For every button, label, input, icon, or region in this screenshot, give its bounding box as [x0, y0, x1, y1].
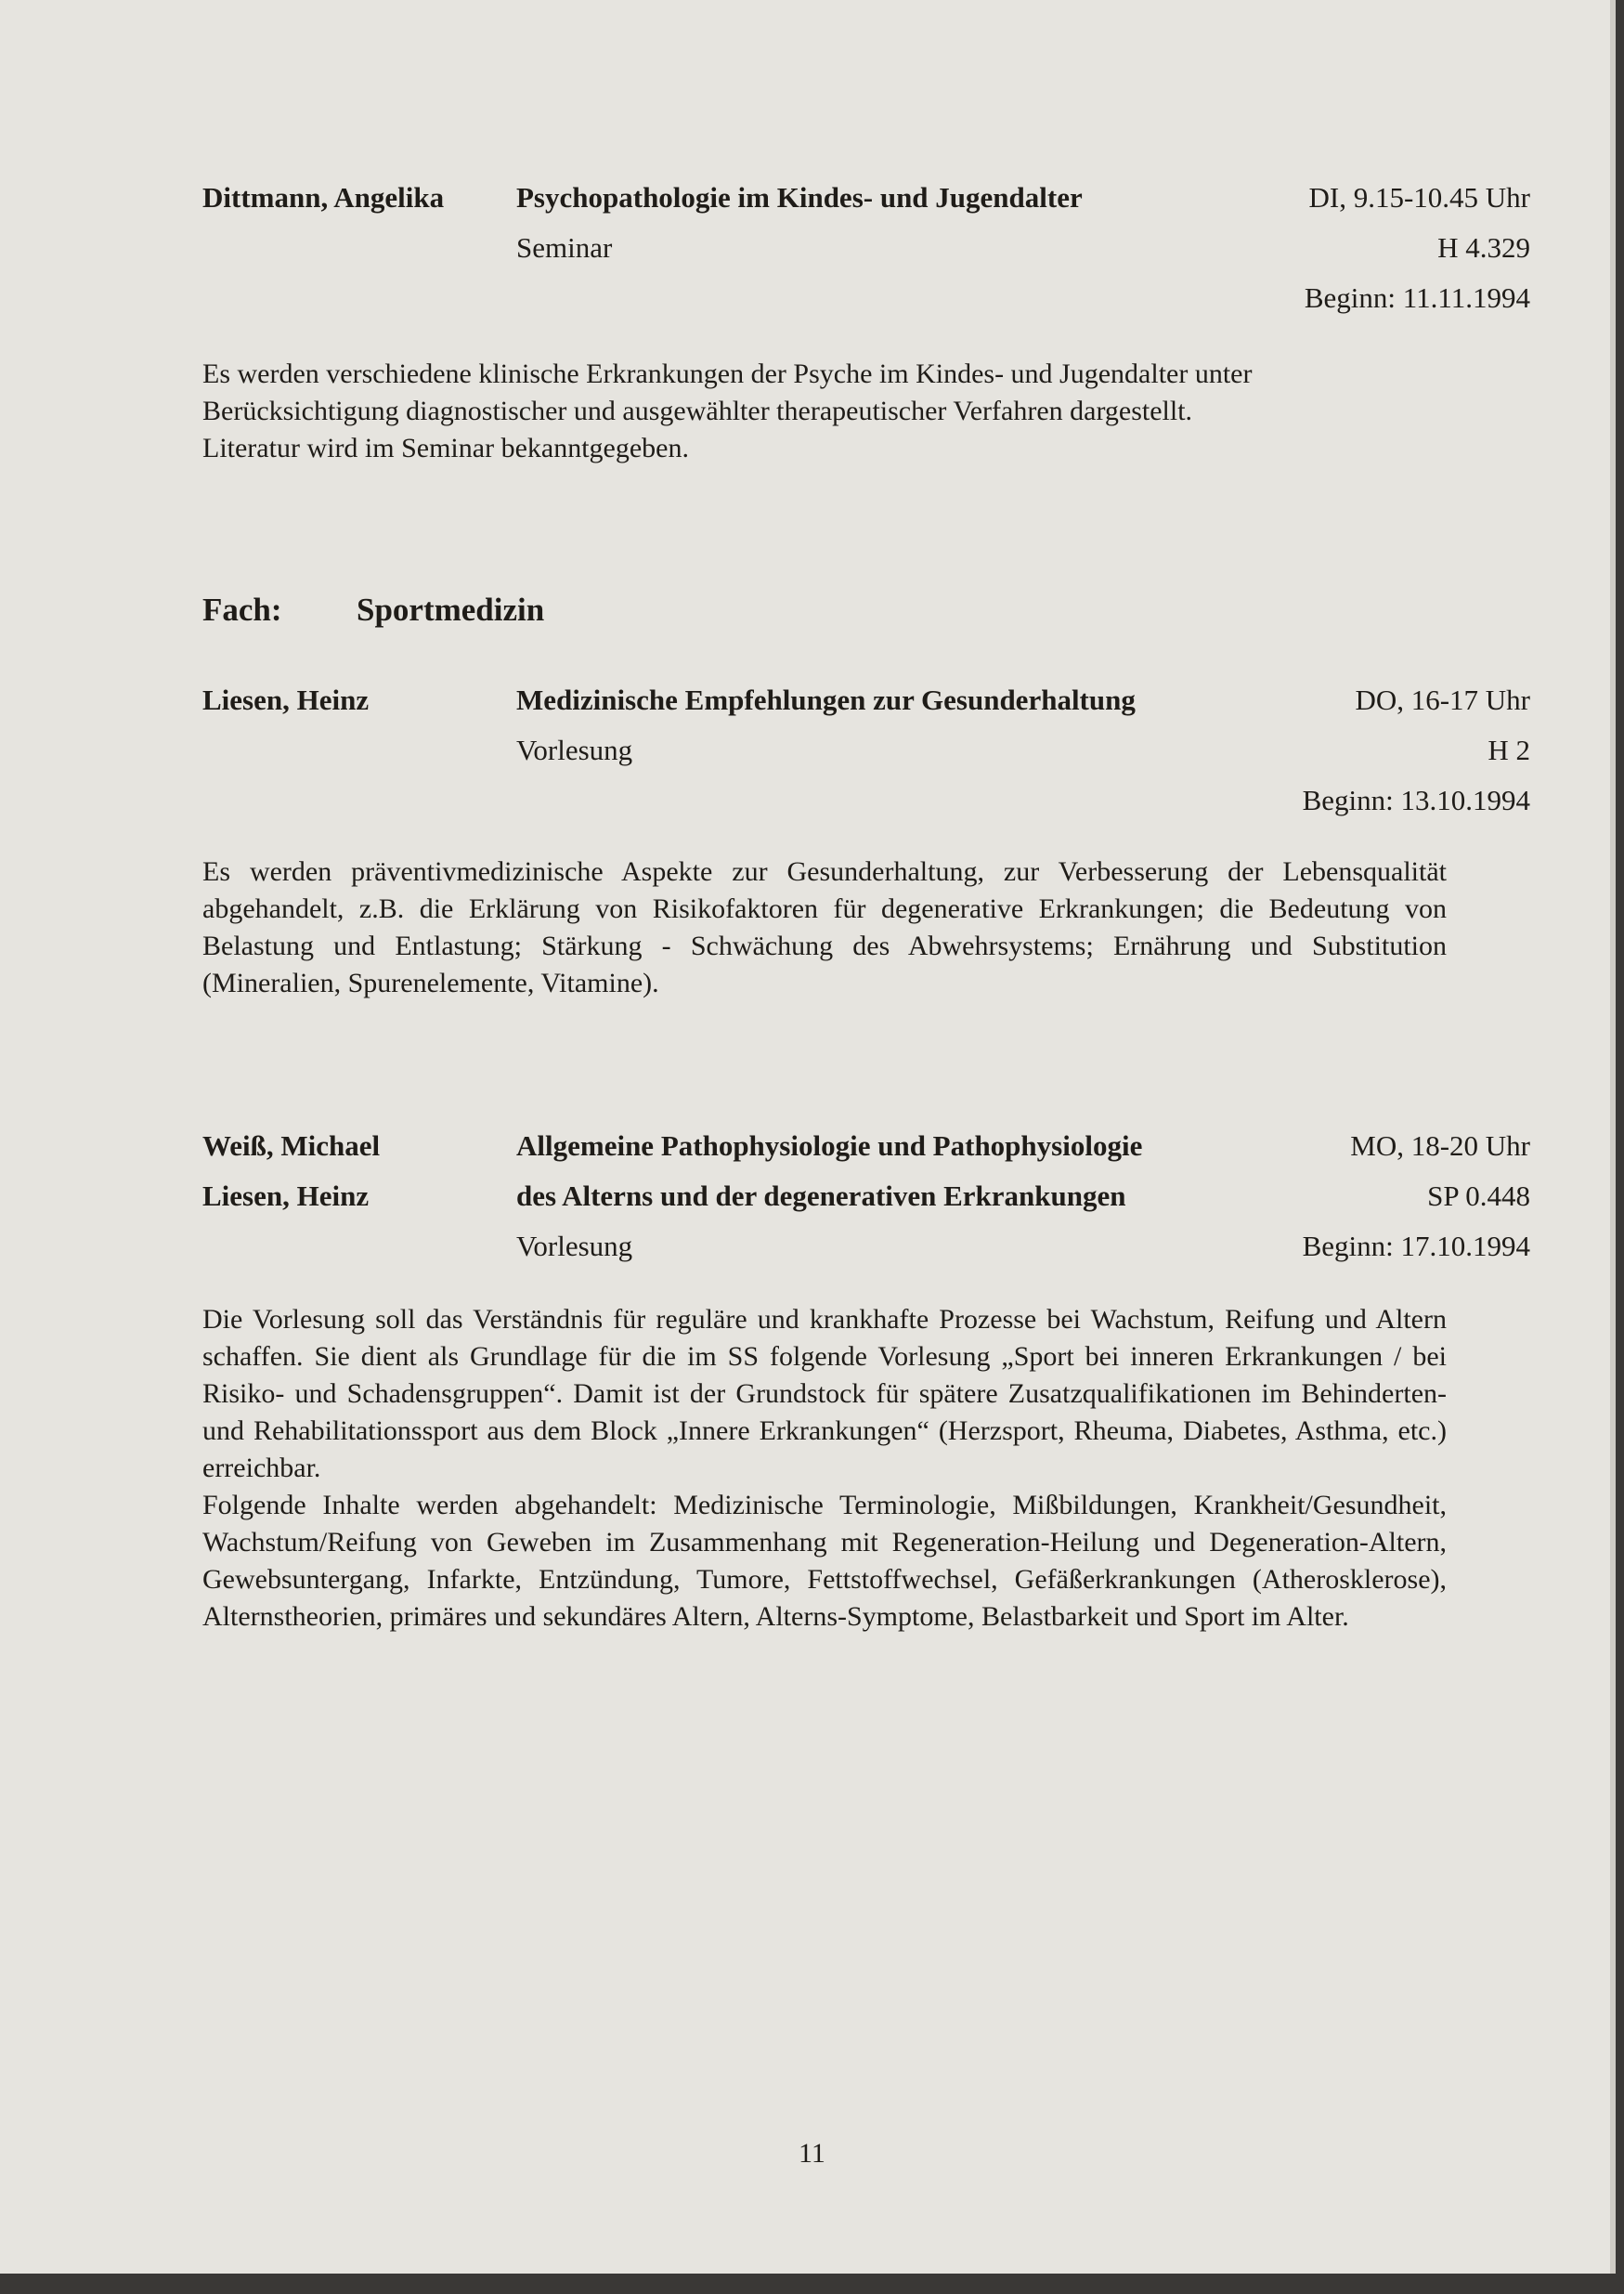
course-start-row [202, 776, 1530, 826]
course-entry-weiss [202, 1121, 1530, 1271]
course-type: Seminar [516, 231, 613, 264]
course-title-line-2: des Alterns und der degenerativen Erkrankungen [516, 1180, 1126, 1212]
lecturer-name-2: Liesen, Heinz [202, 1180, 370, 1212]
course-start-row [202, 273, 1530, 323]
course-time: DI, 9.15-10.45 Uhr [1308, 181, 1530, 214]
course-type-row [202, 223, 1530, 273]
course-description-dittmann [202, 356, 1447, 467]
course-header-row [202, 675, 1530, 725]
description-paragraph: Es werden präventivmedizinische Aspekte zur Gesunderhaltung, zur Verbesserung der Lebensqualität abgehandelt, z.B. die Erklärung von Risikofaktoren für degenerative Erkrankungen; die Bedeutung von Belastung und Entlastung; Stärkung - Schwächung des Abwehrsystems; Ernährung und Substitution (Mineralien, Spurenelemente, Vitamine). [202, 856, 1447, 998]
lecturer-name: Dittmann, Angelika [202, 181, 445, 214]
course-description-weiss [202, 1301, 1447, 1636]
course-header-row-2 [202, 1171, 1530, 1221]
lecturer-name: Liesen, Heinz [202, 684, 370, 716]
subject-heading [202, 585, 544, 635]
course-type-row [202, 725, 1530, 776]
course-header-row [202, 173, 1530, 223]
course-title-line-1: Allgemeine Pathophysiologie und Pathophysiologie [516, 1129, 1143, 1162]
description-paragraph: Die Vorlesung soll das Verständnis für reguläre und krankhafte Prozesse bei Wachstum, Reifung und Altern schaffen. Sie dient als Grundlage für die im SS folgende Vorlesung „Sport bei inneren Erkrankungen / bei Risiko- und Schadensgruppen“. Damit ist der Grundstock für spätere Zusatzqualifikationen im Behinderten- und Rehabilitationssport aus dem Block „Innere Erkrankungen“ (Herzsport, Rheuma, Diabetes, Asthma, etc.) erreichbar. [202, 1304, 1447, 1483]
course-start: Beginn: 11.11.1994 [1304, 281, 1530, 314]
course-room: SP 0.448 [1427, 1180, 1530, 1212]
description-paragraph: Es werden verschiedene klinische Erkrankungen der Psyche im Kindes- und Jugendalter unter Berücksichtigung diagnostischer und ausgewählter therapeutischer Verfahren dargestellt. [202, 358, 1253, 426]
description-paragraph: Literatur wird im Seminar bekanntgegeben. [202, 433, 689, 463]
description-paragraph: Folgende Inhalte werden abgehandelt: Medizinische Terminologie, Mißbildungen, Krankheit/Gesundheit, Wachstum/Reifung von Geweben im Zusammenhang mit Regeneration-Heilung und Degeneration-Altern, Gewebsuntergang, Infarkte, Entzündung, Tumore, Fettstoffwechsel, Gefäßerkrankungen (Atherosklerose), Alternstheorien, primäres und sekundäres Altern, Alterns-Symptome, Belastbarkeit und Sport im Alter. [202, 1490, 1447, 1632]
course-entry-dittmann [202, 173, 1530, 323]
course-type: Vorlesung [516, 734, 633, 766]
course-title: Medizinische Empfehlungen zur Gesunderhaltung [516, 684, 1136, 716]
subject-name: Sportmedizin [357, 592, 545, 628]
course-time: DO, 16-17 Uhr [1355, 684, 1530, 716]
course-type-row [202, 1221, 1530, 1271]
course-entry-liesen [202, 675, 1530, 826]
course-room: H 2 [1488, 734, 1530, 766]
course-header-row [202, 1121, 1530, 1171]
lecturer-name: Weiß, Michael [202, 1129, 381, 1162]
page-number: 11 [799, 2138, 825, 2169]
page-edge [1610, 0, 1616, 2274]
course-type: Vorlesung [516, 1230, 633, 1262]
course-description-liesen [202, 854, 1447, 1002]
course-start: Beginn: 17.10.1994 [1302, 1230, 1530, 1262]
subject-label: Fach: [202, 592, 282, 628]
course-title: Psychopathologie im Kindes- und Jugendalter [516, 181, 1083, 214]
course-start: Beginn: 13.10.1994 [1302, 784, 1530, 816]
course-time: MO, 18-20 Uhr [1350, 1129, 1530, 1162]
course-room: H 4.329 [1437, 231, 1530, 264]
